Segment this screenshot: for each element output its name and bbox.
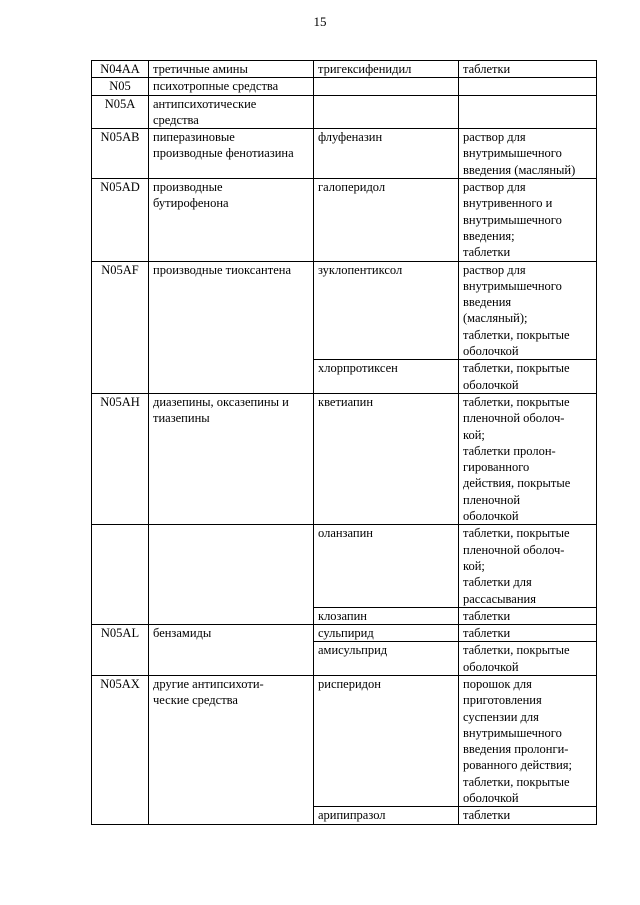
dosage-form-cell: таблетки [459, 625, 597, 642]
group-name-cell: пиперазиновые производные фенотиазина [149, 129, 314, 179]
group-name-cell: производные бутирофенона [149, 179, 314, 261]
table-row [92, 95, 597, 129]
drug-name-cell: кветиапин [314, 393, 459, 524]
atc-code-cell: N05 [92, 78, 149, 95]
dosage-form-cell: порошок для приготовления суспензии для внутримышечного введения пролонги- рованного действия; таблетки, покрытые оболочкой [459, 675, 597, 806]
table-row [92, 525, 597, 607]
drug-name-cell: рисперидон [314, 675, 459, 806]
atc-code-cell: N05AH [92, 393, 149, 524]
dosage-form-cell: таблетки, покрытые пленочной оболоч- кой; таблетки пролон- гированного действия, покрытые пленочной оболочкой [459, 393, 597, 524]
atc-code-cell: N05AX [92, 675, 149, 824]
table-row [92, 61, 597, 78]
dosage-form-cell: раствор для внутримышечного введения (масляный) [459, 129, 597, 179]
atc-code-cell: N05AD [92, 179, 149, 261]
drug-name-cell: зуклопентиксол [314, 261, 459, 360]
drug-name-cell: галоперидол [314, 179, 459, 261]
drug-name-cell: арипипразол [314, 807, 459, 824]
dosage-form-cell: таблетки [459, 607, 597, 624]
group-name-cell: антипсихотические средства [149, 95, 314, 129]
atc-code-cell: N05AL [92, 625, 149, 676]
drug-name-cell [314, 78, 459, 95]
table-row [92, 675, 597, 806]
drug-name-cell: амисульприд [314, 642, 459, 676]
table-row [92, 179, 597, 261]
group-name-cell: третичные амины [149, 61, 314, 78]
group-name-cell: бензамиды [149, 625, 314, 676]
page-number: 15 [313, 14, 327, 29]
group-name-cell: диазепины, оксазепины и тиазепины [149, 393, 314, 524]
table-row [92, 625, 597, 642]
dosage-form-cell: таблетки [459, 61, 597, 78]
drug-classification-table [91, 60, 597, 825]
drug-name-cell: флуфеназин [314, 129, 459, 179]
drug-name-cell [314, 95, 459, 129]
drug-name-cell: сульпирид [314, 625, 459, 642]
dosage-form-cell: таблетки, покрытые оболочкой [459, 360, 597, 394]
atc-code-cell [92, 525, 149, 625]
drug-name-cell: клозапин [314, 607, 459, 624]
table-row [92, 129, 597, 179]
dosage-form-cell: раствор для внутривенного и внутримышечного введения; таблетки [459, 179, 597, 261]
dosage-form-cell: таблетки, покрытые пленочной оболоч- кой; таблетки для рассасывания [459, 525, 597, 607]
dosage-form-cell [459, 78, 597, 95]
dosage-form-cell [459, 95, 597, 129]
group-name-cell: производные тиоксантена [149, 261, 314, 393]
table-row [92, 261, 597, 360]
dosage-form-cell: таблетки [459, 807, 597, 824]
drug-name-cell: оланзапин [314, 525, 459, 607]
group-name-cell: психотропные средства [149, 78, 314, 95]
group-name-cell [149, 525, 314, 625]
dosage-form-cell: таблетки, покрытые оболочкой [459, 642, 597, 676]
group-name-cell: другие антипсихоти- ческие средства [149, 675, 314, 824]
atc-code-cell: N05AF [92, 261, 149, 393]
drug-name-cell: тригексифенидил [314, 61, 459, 78]
table-row [92, 78, 597, 95]
atc-code-cell: N04AA [92, 61, 149, 78]
table-row [92, 393, 597, 524]
atc-code-cell: N05A [92, 95, 149, 129]
dosage-form-cell: раствор для внутримышечного введения (масляный); таблетки, покрытые оболочкой [459, 261, 597, 360]
drug-name-cell: хлорпротиксен [314, 360, 459, 394]
atc-code-cell: N05AB [92, 129, 149, 179]
